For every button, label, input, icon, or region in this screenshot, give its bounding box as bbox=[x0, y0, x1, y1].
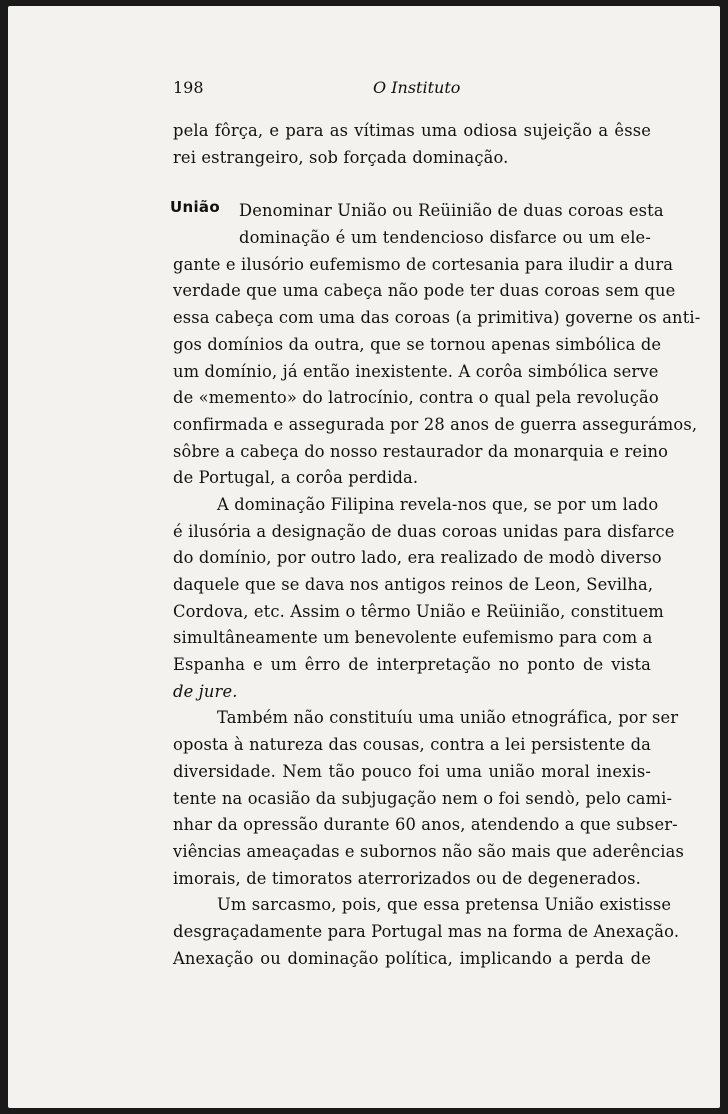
journal-title: O Instituto bbox=[373, 78, 461, 97]
text-line: gante e ilusório eufemismo de cortesania para iludir a dura bbox=[173, 254, 674, 274]
text-line: dominação é um tendencioso disfarce ou um ele- bbox=[239, 228, 651, 248]
text-line: Também não constituíu uma união etnográfica, por ser bbox=[217, 708, 679, 728]
text-line: Cordova, etc. Assim o têrmo União e Reüinião, constituem bbox=[173, 601, 664, 621]
text-line: desgraçadamente para Portugal mas na forma de Anexação. bbox=[173, 921, 680, 941]
text-line: Um sarcasmo, pois, que essa pretensa União existisse bbox=[217, 895, 672, 915]
text-line: um domínio, já então inexistente. A corôa simbólica serve bbox=[173, 361, 659, 381]
body-text bbox=[170, 118, 701, 972]
text-line: simultâneamente um benevolente eufemismo para com a bbox=[173, 628, 653, 648]
text-line: é ilusória a designação de duas coroas unidas para disfarce bbox=[173, 521, 675, 541]
text-line: rei estrangeiro, sob forçada dominação. bbox=[173, 147, 509, 167]
book-page bbox=[8, 6, 720, 1108]
text-line: essa cabeça com uma das coroas (a primitiva) governe os anti- bbox=[173, 308, 701, 328]
side-heading: União bbox=[170, 198, 220, 217]
text-line: nhar da opressão durante 60 anos, atendendo a que subser- bbox=[173, 815, 678, 835]
text-line: Denominar União ou Reüinião de duas coroas esta bbox=[239, 201, 664, 221]
text-line: de Portugal, a corôa perdida. bbox=[173, 468, 419, 488]
text-line: sôbre a cabeça do nosso restaurador da monarquia e reino bbox=[173, 441, 669, 461]
page-number: 198 bbox=[173, 78, 204, 97]
text-line: imorais, de timoratos aterrorizados ou de degenerados. bbox=[173, 868, 641, 888]
text-line: daquele que se dava nos antigos reinos de Leon, Sevilha, bbox=[173, 575, 654, 594]
text-line: verdade que uma cabeça não pode ter duas coroas sem que bbox=[173, 281, 676, 301]
text-line: do domínio, por outro lado, era realizado de modò diverso bbox=[173, 548, 662, 568]
text-line bbox=[173, 679, 651, 706]
text-line: de «memento» do latrocínio, contra o qual pela revolução bbox=[173, 388, 659, 408]
text-line: tente na ocasião da subjugação nem o foi sendò, pelo cami- bbox=[173, 788, 673, 808]
text-line: diversidade. Nem tão pouco foi uma união moral inexis- bbox=[173, 761, 651, 781]
text-line: Espanha e um êrro de interpretação no ponto de vista bbox=[173, 655, 651, 675]
text-line: Anexação ou dominação política, implicando a perda de bbox=[173, 948, 651, 968]
text-line: pela fôrça, e para as vítimas uma odiosa sujeição a êsse bbox=[173, 121, 651, 140]
text-line: A dominação Filipina revela-nos que, se por um lado bbox=[217, 494, 659, 514]
text-line: confirmada e assegurada por 28 anos de guerra assegurámos, bbox=[173, 414, 698, 434]
running-head bbox=[173, 78, 653, 100]
italic-phrase: de jure. bbox=[173, 681, 238, 701]
text-line: viências ameaçadas e subornos não são mais que aderências bbox=[173, 841, 684, 861]
text-line: gos domínios da outra, que se tornou apenas simbólica de bbox=[173, 334, 662, 354]
text-line: oposta à natureza das cousas, contra a lei persistente da bbox=[173, 735, 651, 755]
